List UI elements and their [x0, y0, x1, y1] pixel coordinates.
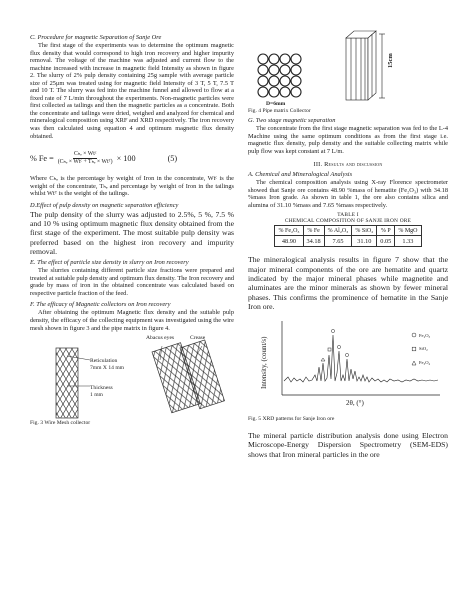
figure-4 [248, 28, 448, 112]
wire-mesh-illustration [30, 334, 234, 422]
table-header-cell: % P [377, 226, 395, 236]
mineral-analysis-text: The mineralogical analysis results in figure 7 show that the major mineral components of the ore are hematite and quartz indicated by the major mineral phases while magnetite and aluminates are the minor minerals as shown by fewer mineral phases. This confirms the prominence of hematite in the Sanje Iron ore. [248, 255, 448, 311]
where-text: Where Cₕₑ is the percentage by weight of Iron in the concentrate, Wtᶜ is the weight of the concentrate, Tₕₑ and percentage by weight of Iron in the tailings whilst Wtᵀ is the weight of the tailings. [30, 175, 234, 198]
label-height: 15cm [387, 53, 394, 68]
table-cell: 48.90 [275, 236, 303, 247]
chart-legend [412, 333, 416, 365]
section-c-heading: C. Procedure for magnetic Separation of Sanje Ore [30, 34, 162, 41]
figure-3-caption: Fig. 3 Wire Mesh collector [30, 420, 91, 427]
equation-fraction [58, 151, 113, 166]
last-paragraph: The mineral particle distribution analysis done using Electron Microscope-Energy Dispersion Spectrometry (SEM-EDS) shows that Iron mineral particles in the ore [248, 431, 448, 459]
table-row [275, 236, 421, 247]
table-header-cell: % SiO₂ [352, 226, 377, 236]
legend-sio2: SiO₂ [419, 346, 428, 352]
wire-mesh-strip-vertical [56, 348, 78, 418]
section-d-heading: D.Effect of pulp density on magnetic separation efficiency [30, 201, 179, 209]
equation-lhs: % Fe = [30, 153, 54, 163]
equation-number: (5) [167, 153, 178, 163]
table-title: CHEMICAL COMPOSITION OF SANJE IRON ORE [284, 218, 412, 225]
figure-4-caption: Fig. 4 Pipe matrix Collector [248, 108, 311, 114]
section-f-text: After obtaining the optimum Magnetic flux density and the suitable pulp density, the efficacy of the collecting equipment was investigated using the wire mesh shown in figure 3 and the pipe matrix in figure 4. [30, 309, 234, 332]
results-heading: III. Results and discussion [313, 161, 383, 169]
table-cell: 1.33 [395, 236, 421, 247]
left-column [30, 34, 234, 430]
table-header-cell: % Fe [303, 226, 324, 236]
legend-fe2o3: Fe₂O₃ [419, 333, 431, 339]
label-reticulation: Reticulation [90, 358, 118, 365]
label-thickness: Thickness [90, 385, 113, 392]
table-header-cell: % MgO [395, 226, 421, 236]
label-diameter: D=6mm [266, 101, 286, 107]
equation-5 [30, 147, 234, 169]
label-crease: Crease [190, 335, 206, 342]
table-cell: 34.18 [303, 236, 324, 247]
peak-markers [321, 330, 349, 362]
section-e-heading: E. The effect of particle size density in slurry on Iron recovery [30, 259, 189, 267]
section-c-text: The first stage of the experiments was to determine the optimum magnetic flux density that would correspond to high iron recovery and higher impurity removal. The voltage of the machine was adjusted and current flow to the machine increased with increase in magnetic field Intensity as shown in figure 2. The slurry of 2% pulp density containing 25g sample with average particle size of 25μm was treated using for magnetic field Intensity of 3 T, 5 T, 7.5 T and 10 T. The slurry was fed into the machine funnel and allowed to flow at a fixed rate of 7 L/min throughout the experiments. Non-magnetic particles were first collected as tailings and then the magnetic particles as a concentrate. Both the concentrate and tailings were dried, weighed and analyzed for chemical and mineralogical composition using XRF and XRD respectively. The iron recovery was then calculated using equation 4 and optimum magnetic flux density obtained. [30, 42, 234, 140]
legend-fe3o4: Fe₃O₄ [419, 360, 431, 366]
figure-5-caption: Fig. 5 XRD patterns for Sanje Iron ore [248, 416, 335, 423]
right-column [248, 28, 448, 459]
table-header-row [275, 226, 421, 236]
label-abacus-eyes: Abacus eyes [146, 335, 175, 342]
table-cell: 0.05 [377, 236, 395, 247]
table-cell: 31.10 [352, 236, 377, 247]
pipe-bundle-3d [346, 31, 376, 100]
xrd-trace [284, 335, 438, 382]
equation-rhs: × 100 [116, 153, 136, 163]
figure-5 [248, 315, 448, 425]
table-label: TABLE I [337, 212, 359, 219]
chart-x-label: 2θ, (°) [346, 399, 364, 408]
section-d-text: The pulp density of the slurry was adjusted to 2.5%, 5 %, 7.5 % and 10 % using optimum magnetic flux density obtained from the first stage of the experiment. The most suitable pulp density was preferred based on the highest iron recovery and impurity removal. [30, 209, 234, 256]
label-thickness-size: 1 mm [90, 392, 103, 399]
pipe-matrix-illustration [248, 28, 448, 104]
equation-denominator: (Cₕₑ × Wtᶜ + Tₕₑ × Wtᵀ) [57, 158, 113, 165]
figure-3 [30, 334, 234, 430]
section-f-heading: F. The efficacy of Magnetic collectors on Iron recovery [30, 301, 171, 309]
table-header-cell: % Al₂O₃ [324, 226, 352, 236]
section-a-text: The chemical composition analysis using X-ray Florence spectrometer showed that Sanje ore contains 48.90 %mass of hematite (Fe₂O₃) with 34.18 %mass Iron grade. As shown in table 1, the ore also contains silica and alumina of 31.10 %mass and 7.65 %mass respectively. [248, 179, 448, 209]
composition-table [274, 225, 421, 247]
section-g-text: The concentrate from the first stage magnetic separation was fed to the L-4 Machine using the same optimum conditions as from the first stage i.e. magnetic flux density, pulp density and the suitable collecting matrix while pulp flow was kept constant at 7 L/m. [248, 125, 448, 155]
table-cell: 7.65 [324, 236, 352, 247]
height-dimension [379, 34, 385, 98]
label-reticulation-size: 7mm X 14 mm [90, 365, 125, 372]
chart-y-label: Intensity, (count/s) [260, 336, 268, 390]
section-e-text: The slurries containing different particle size fractions were prepared and treated at suitable pulp density and optimum flux density. The Iron recovery and grade by mass of iron in the obtained concentrate was calculated based on respective particle fraction of the feed. [30, 267, 234, 297]
table-header-cell: % Fe₂O₃ [275, 226, 303, 236]
section-g-heading: G. Two stage magnetic separation [248, 117, 336, 124]
section-a-heading: A. Chemical and Mineralogical Analysis [248, 171, 353, 179]
pipe-circles [258, 54, 301, 97]
equation-numerator: Cₕₑ × Wtᶜ [74, 150, 97, 157]
